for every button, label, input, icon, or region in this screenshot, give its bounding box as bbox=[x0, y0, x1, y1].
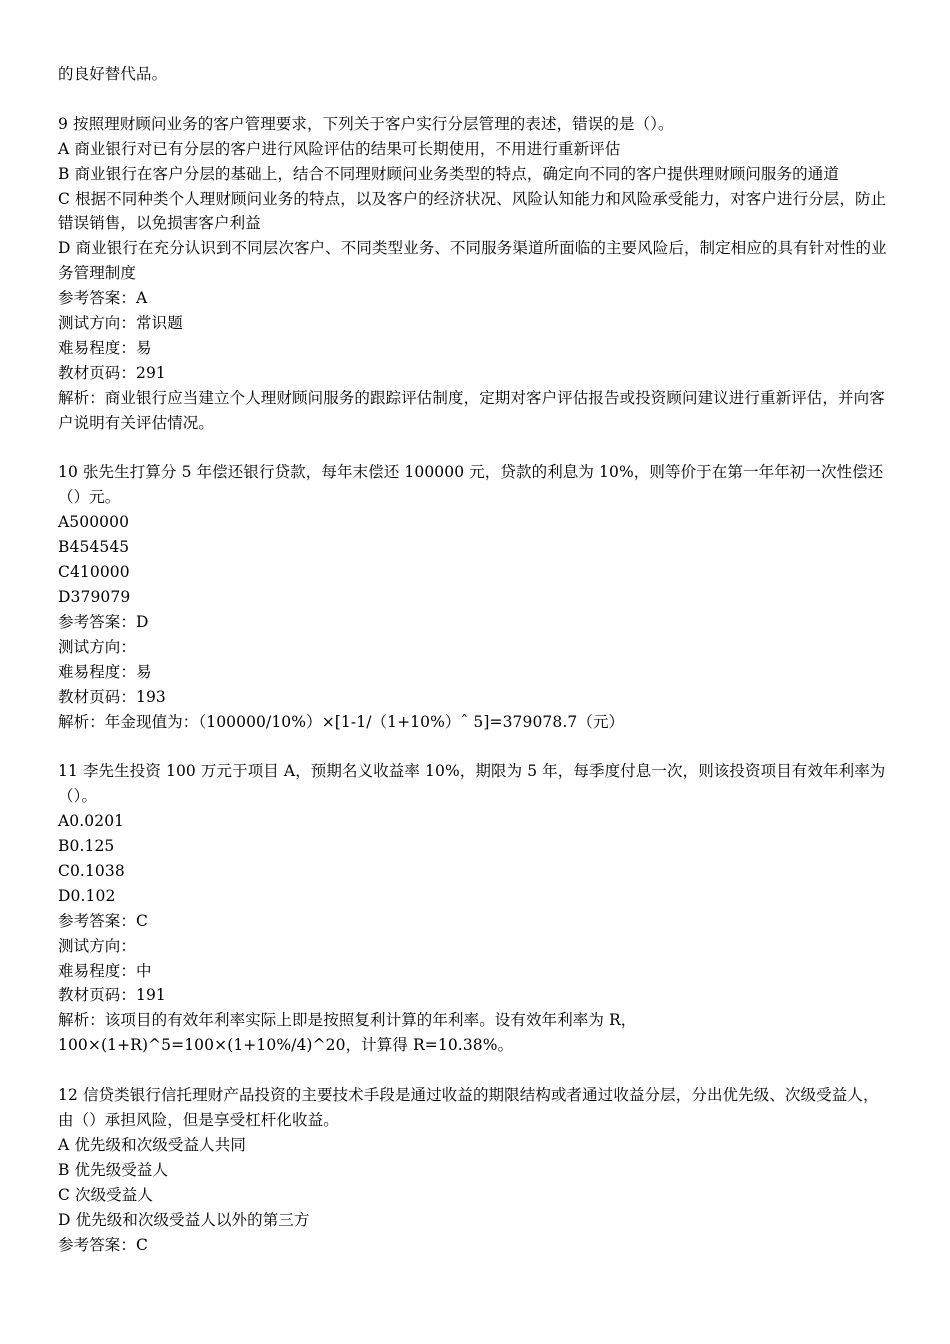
paragraph-gap bbox=[58, 436, 893, 461]
option-c: C 根据不同种类个人理财顾问业务的特点，以及客户的经济状况、风险认知能力和风险承受能力，对客户进行分层，防止错误销售，以免损害客户利益 bbox=[58, 189, 887, 233]
option-c: C0.1038 bbox=[58, 861, 125, 880]
question-10 bbox=[58, 460, 893, 734]
option-d: D379079 bbox=[58, 588, 131, 606]
answer-line: 参考答案：A bbox=[58, 289, 148, 308]
difficulty-line: 难易程度：中 bbox=[58, 961, 152, 980]
option-b: B 优先级受益人 bbox=[58, 1160, 169, 1179]
option-b: B 商业银行在客户分层的基础上，结合不同理财顾问业务类型的特点，确定向不同的客户提供理财顾问服务的通道 bbox=[58, 164, 839, 183]
answer-line: 参考答案：C bbox=[58, 911, 148, 930]
page-ref-line: 教材页码：291 bbox=[58, 363, 166, 382]
option-d: D0.102 bbox=[58, 886, 116, 905]
option-a: A0.0201 bbox=[58, 812, 125, 831]
question-stem: 12 信贷类银行信托理财产品投资的主要技术手段是通过收益的期限结构或者通过收益分层，分出优先级、次级受益人，由（）承担风险，但是享受杠杆化收益。 bbox=[58, 1086, 879, 1129]
option-d: D 优先级和次级受益人以外的第三方 bbox=[58, 1210, 310, 1229]
question-11 bbox=[58, 759, 893, 1058]
question-9 bbox=[58, 112, 893, 436]
direction-line: 测试方向： bbox=[58, 936, 137, 955]
paragraph-gap bbox=[58, 734, 893, 759]
option-a: A 商业银行对已有分层的客户进行风险评估的结果可长期使用，不用进行重新评估 bbox=[58, 139, 621, 158]
answer-line: 参考答案：C bbox=[58, 1235, 148, 1254]
paragraph-gap bbox=[58, 1058, 893, 1083]
analysis-line: 解析：商业银行应当建立个人理财顾问服务的跟踪评估制度，定期对客户评估报告或投资顾问建议进行重新评估，并向客户说明有关评估情况。 bbox=[58, 388, 885, 432]
option-a: A500000 bbox=[58, 513, 130, 532]
direction-line: 测试方向： bbox=[58, 637, 137, 656]
option-b: B454545 bbox=[58, 538, 130, 557]
question-stem: 11 李先生投资 100 万元于项目 A，预期名义收益率 10%，期限为 5 年，每季度付息一次，则该投资项目有效年利率为（）。 bbox=[58, 762, 886, 806]
option-c: C 次级受益人 bbox=[58, 1185, 153, 1204]
paragraph-gap bbox=[58, 87, 893, 112]
answer-line: 参考答案：D bbox=[58, 612, 149, 631]
option-c: C410000 bbox=[58, 563, 130, 582]
page-ref-line: 教材页码：193 bbox=[58, 687, 166, 706]
difficulty-line: 难易程度：易 bbox=[58, 338, 152, 357]
question-stem: 9 按照理财顾问业务的客户管理要求，下列关于客户实行分层管理的表述，错误的是（）。 bbox=[58, 114, 674, 133]
intro-line: 的良好替代品。 bbox=[58, 65, 168, 83]
page-ref-line: 教材页码：191 bbox=[58, 986, 166, 1005]
document-page bbox=[58, 62, 893, 1257]
analysis-line: 解析：该项目的有效年利率实际上即是按照复利计算的年利率。设有效年利率为 R，100×(1+R)^5=100×(1+10%/4)^20，计算得 R=10.38%。 bbox=[58, 1011, 637, 1055]
option-d: D 商业银行在充分认识到不同层次客户、不同类型业务、不同服务渠道所面临的主要风险后，制定相应的具有针对性的业务管理制度 bbox=[58, 239, 887, 283]
option-a: A 优先级和次级受益人共同 bbox=[58, 1135, 246, 1154]
option-b: B0.125 bbox=[58, 837, 115, 856]
question-12 bbox=[58, 1083, 893, 1257]
direction-line: 测试方向：常识题 bbox=[58, 314, 183, 333]
question-stem: 10 张先生打算分 5 年偿还银行贷款，每年末偿还 100000 元，贷款的利息为 10%，则等价于在第一年年初一次性偿还（）元。 bbox=[58, 463, 884, 507]
difficulty-line: 难易程度：易 bbox=[58, 662, 152, 681]
analysis-line: 解析：年金现值为：（100000/10%）×[1-1/（1+10%）ˆ 5]=379078.7（元） bbox=[58, 712, 625, 731]
